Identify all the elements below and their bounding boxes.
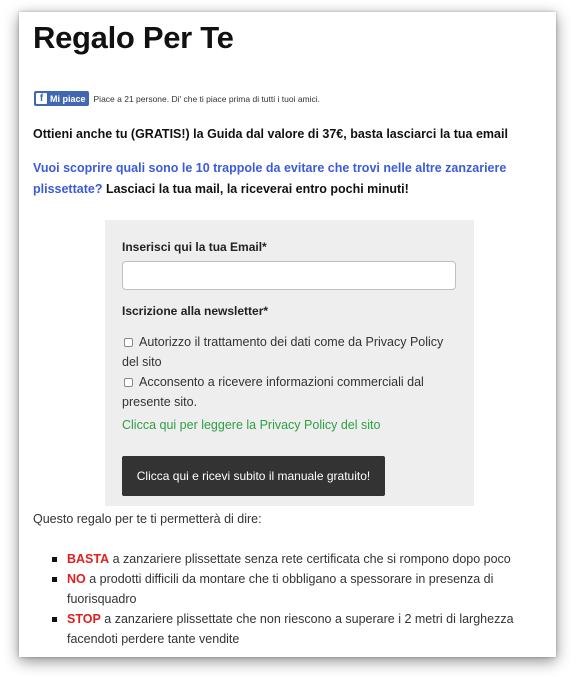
privacy-consent-checkbox[interactable]: [124, 338, 133, 347]
benefits-list: [67, 549, 542, 649]
bullet-text: a zanzariere plissettate che non riescono a superare i 2 metri di larghezza facendoti perdere tante vendite: [67, 612, 514, 646]
commercial-consent-label: Acconsento a ricevere informazioni commerciali dal presente sito.: [122, 375, 424, 409]
facebook-like-row: [34, 91, 320, 106]
bullet-keyword: NO: [67, 572, 86, 586]
bullet-square-icon: [52, 577, 57, 582]
bullet-text: a zanzariere plissettate senza rete certificata che si rompono dopo poco: [109, 552, 511, 566]
facebook-like-count: Piace a 21 persone. Di' che ti piace prima di tutti i tuoi amici.: [93, 93, 321, 104]
submit-button[interactable]: Clicca qui e ricevi subito il manuale gratuito!: [122, 456, 385, 496]
facebook-like-button[interactable]: [34, 91, 89, 106]
list-item: [67, 569, 542, 609]
newsletter-label: Iscrizione alla newsletter*: [122, 304, 269, 318]
signup-form: [105, 220, 474, 506]
intro-text: Questo regalo per te ti permetterà di dire:: [33, 512, 262, 526]
email-label: Inserisci qui la tua Email*: [122, 240, 267, 254]
page-card: [19, 12, 556, 657]
offer-text: Ottieni anche tu (GRATIS!) la Guida dal valore di 37€, basta lasciarci la tua email: [33, 127, 508, 141]
bullet-keyword: BASTA: [67, 552, 110, 566]
privacy-consent-option: [122, 332, 457, 372]
list-item: [67, 609, 542, 649]
bullet-text: a prodotti difficili da montare che ti obbligano a spessorare in presenza di fuorisquadro: [67, 572, 494, 606]
bullet-square-icon: [52, 557, 57, 562]
question-paragraph: [33, 158, 543, 200]
bullet-square-icon: [52, 617, 57, 622]
privacy-policy-link[interactable]: Clicca qui per leggere la Privacy Policy del sito: [122, 418, 381, 432]
facebook-like-label: Mi piace: [50, 93, 86, 104]
commercial-consent-checkbox[interactable]: [124, 378, 133, 387]
page-title: Regalo Per Te: [33, 20, 234, 55]
privacy-consent-label: Autorizzo il trattamento dei dati come da Privacy Policy del sito: [122, 335, 444, 369]
question-link[interactable]: Vuoi scoprire quali sono le 10 trappole da evitare che trovi nelle altre zanzariere plissettate?: [33, 161, 507, 196]
commercial-consent-option: [122, 372, 457, 412]
facebook-icon: f: [36, 93, 47, 104]
list-item: [67, 549, 542, 569]
bullet-keyword: STOP: [67, 612, 101, 626]
email-field[interactable]: [122, 261, 456, 290]
question-rest: Lasciaci la tua mail, la riceverai entro pochi minuti!: [102, 182, 409, 196]
